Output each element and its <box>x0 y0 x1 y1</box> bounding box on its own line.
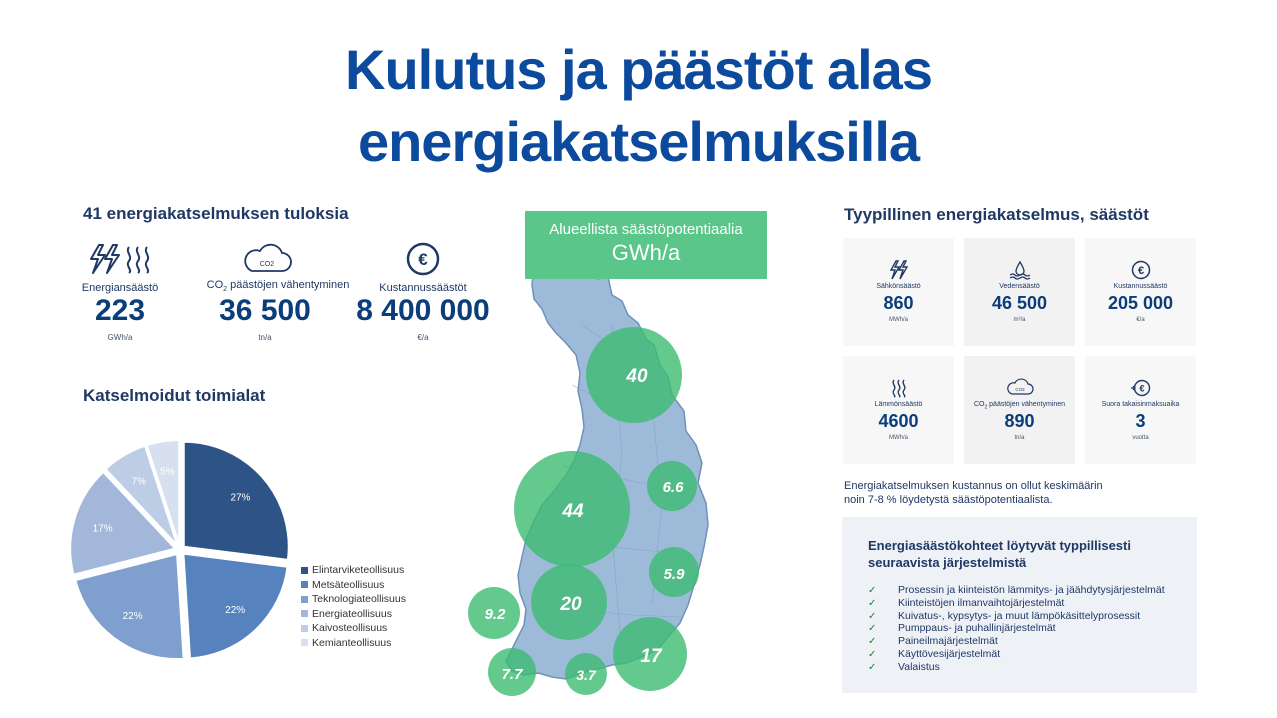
card-water: Vedensäästö 46 500 m³/a <box>964 238 1075 346</box>
svg-text:CO2: CO2 <box>1014 387 1025 392</box>
industries-pie-chart <box>60 430 300 670</box>
systems-item <box>868 610 1165 623</box>
co2-value: 36 500 <box>219 294 311 327</box>
check-icon: ✓ <box>868 648 877 660</box>
euro-icon <box>1085 260 1196 285</box>
bubble-label-44: 44 <box>562 501 584 522</box>
systems-box <box>842 517 1197 693</box>
svg-text:€: € <box>418 250 428 269</box>
cost-kpi-icon <box>406 242 440 281</box>
bubble-label-20: 20 <box>560 594 582 615</box>
systems-item-label: Käyttövesijärjestelmät <box>898 647 1001 660</box>
bubble-label-3-7: 3.7 <box>576 667 596 683</box>
legend-swatch <box>301 567 308 574</box>
co2-label: $CO_2$ päästöjen vähentyminen <box>206 279 350 294</box>
systems-list <box>868 584 1165 674</box>
energy-kpi <box>83 243 157 282</box>
svg-text:€: € <box>1138 383 1145 394</box>
systems-item <box>868 597 1165 610</box>
map-title-line2: GWh/a <box>611 240 681 265</box>
pie-label-energiateollisuus: 17% <box>92 523 113 535</box>
systems-item <box>868 648 1165 661</box>
legend-label: Elintarviketeollisuus <box>312 564 405 576</box>
energy-unit: GWh/a <box>107 333 133 342</box>
card-co2: CO2 $CO_2$ päästöjen vähentyminen 890 tn/a <box>964 356 1075 464</box>
card-cost: € Kustannussäästö 205 000 €/a <box>1085 238 1196 346</box>
finland-map <box>462 205 774 705</box>
legend-swatch <box>301 596 308 603</box>
card-heat: Lämmönsäästö 4600 MWh/a <box>843 356 954 464</box>
card-electricity: Sähkönsäästö 860 MWh/a <box>843 238 954 346</box>
check-icon: ✓ <box>868 585 877 596</box>
legend-item-kemianteollisuus <box>301 636 451 651</box>
legend-item-energiateollisuus <box>301 607 451 622</box>
check-icon: ✓ <box>868 661 877 673</box>
bubble-label-6-6: 6.6 <box>662 479 684 496</box>
legend-label: Kaivosteollisuus <box>312 622 388 634</box>
cost-note: Energiakatselmuksen kustannus on ollut keskimäärin noin 7-8 % löydetystä säästöpotentiaalista. <box>844 480 1103 506</box>
water-icon <box>964 260 1075 285</box>
legend-swatch <box>301 625 308 632</box>
page-title-line2: energiakatselmuksilla <box>357 110 920 173</box>
systems-item-label: Kuivatus-, kypsytys- ja muut lämpökäsittelyprosessit <box>898 609 1141 622</box>
systems-item-label: Paineilmajärjestelmät <box>898 635 998 648</box>
systems-item <box>868 661 1165 674</box>
energy-label: Energiansäästö <box>81 282 159 294</box>
payback-icon <box>1085 378 1196 403</box>
legend-swatch <box>301 581 308 588</box>
systems-item <box>868 584 1165 597</box>
check-icon: ✓ <box>868 610 877 622</box>
systems-heading: Energiasäästökohteet löytyvät typpillisesti seuraavista järjestelmistä <box>868 538 1131 570</box>
legend-item-teknologiateollisuus <box>301 592 451 607</box>
co2-unit: tn/a <box>258 333 272 342</box>
legend-item-kaivosteollisuus <box>301 621 451 636</box>
cost-value: 8 400 000 <box>356 294 490 327</box>
svg-text:CO2: CO2 <box>259 261 275 268</box>
systems-item-label: Prosessin ja kiinteistön lämmitys- ja jäähdytysjärjestelmät <box>898 584 1165 596</box>
legend-label: Teknologiateollisuus <box>312 593 406 605</box>
systems-item-label: Pumppaus- ja puhallinjärjestelmät <box>898 622 1056 635</box>
map-title-box <box>525 211 767 279</box>
cloud-co2-icon <box>240 243 294 275</box>
cost-label: Kustannussäästöt <box>379 282 467 294</box>
legend-label: Kemianteollisuus <box>312 636 392 649</box>
pie-label-elintarviketeollisuus: 27% <box>230 492 251 504</box>
legend-swatch <box>301 610 308 617</box>
map-title-line1: Alueellista säästöpotentiaalia <box>549 221 743 238</box>
systems-item <box>868 635 1165 648</box>
energy-value: 223 <box>94 294 146 327</box>
lightning-heat-icon <box>85 243 155 277</box>
legend-item-metsäteollisuus <box>301 578 451 593</box>
systems-item-label: Valaistus <box>898 660 940 673</box>
svg-text:€: € <box>1137 265 1144 277</box>
legend-item-elintarviketeollisuus <box>301 563 451 578</box>
bubble-label-17: 17 <box>640 646 662 667</box>
pie-label-metsäteollisuus: 22% <box>225 604 246 616</box>
card-payback: € Suora takaisinmaksuaika 3 vuotta <box>1085 356 1196 464</box>
cost-unit: €/a <box>417 333 429 342</box>
electricity-icon <box>843 260 954 285</box>
pie-label-teknologiateollisuus: 22% <box>122 611 143 623</box>
pie-legend <box>301 563 451 650</box>
legend-swatch <box>301 639 308 646</box>
cloud-co2-icon <box>964 378 1075 401</box>
heat-icon <box>843 378 954 403</box>
co2-kpi-icon <box>240 243 294 280</box>
check-icon: ✓ <box>868 597 877 609</box>
bubble-label-40: 40 <box>626 366 648 387</box>
pie-label-kaivosteollisuus: 7% <box>131 476 147 488</box>
industries-heading: Katselmoidut toimialat <box>83 386 266 405</box>
pie-label-kemianteollisuus: 5% <box>160 466 175 478</box>
typical-heading: Tyypillinen energiakatselmus, säästöt <box>844 205 1149 224</box>
check-icon: ✓ <box>868 623 877 635</box>
legend-label: Energiateollisuus <box>312 607 392 620</box>
legend-label: Metsäteollisuus <box>312 578 385 591</box>
bubble-label-9-2: 9.2 <box>484 606 506 623</box>
results-heading: 41 energiakatselmuksen tuloksia <box>83 204 349 223</box>
check-icon: ✓ <box>868 636 877 648</box>
euro-icon <box>406 242 440 276</box>
systems-item <box>868 622 1165 635</box>
bubble-label-5-9: 5.9 <box>663 566 685 583</box>
page-title-line1: Kulutus ja päästöt alas <box>345 38 932 101</box>
systems-item-label: Kiinteistöjen ilmanvaihtojärjestelmät <box>898 596 1065 609</box>
bubble-label-7-7: 7.7 <box>501 666 523 683</box>
